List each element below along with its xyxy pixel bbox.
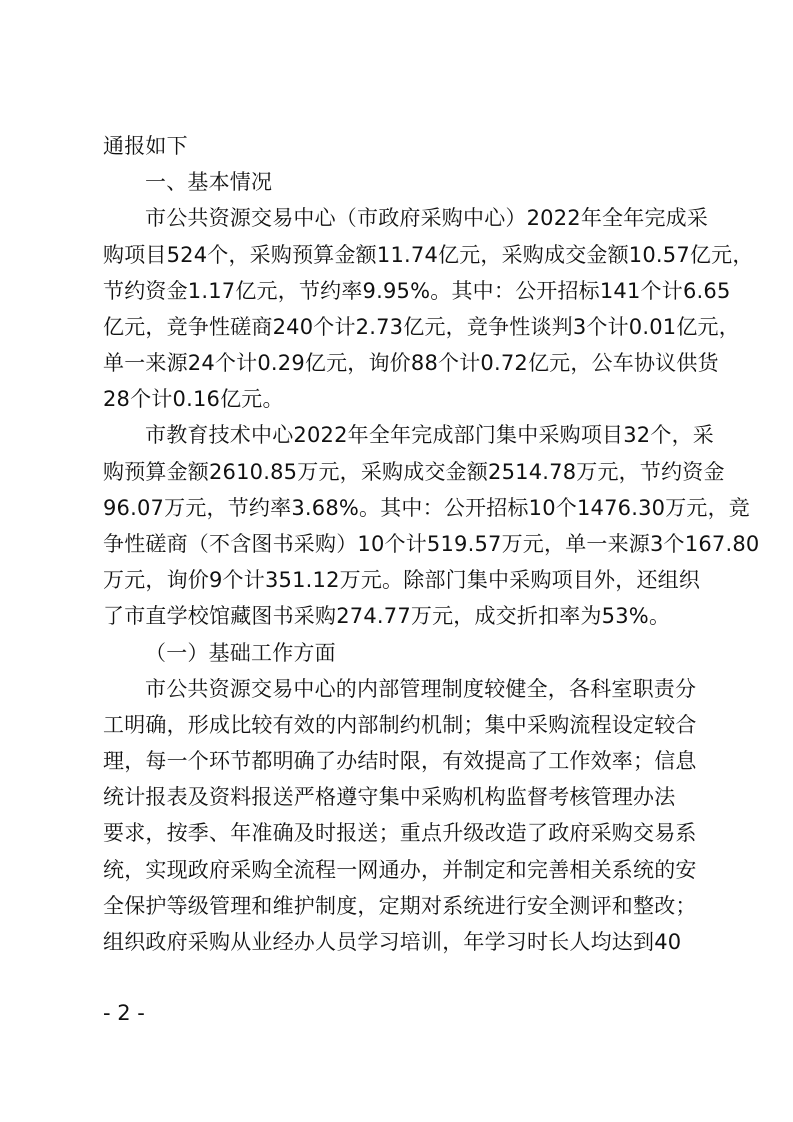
text-line: 统计报表及资料报送严格遵守集中采购机构监督考核管理办法	[103, 785, 676, 809]
text-line: 争性磋商（不含图书采购）10个计519.57万元，单一来源3个167.80	[103, 532, 760, 556]
text-line: 28个计0.16亿元。	[103, 387, 284, 411]
text-line: 通报如下	[103, 134, 188, 158]
text-line: 节约资金1.17亿元，节约率9.95%。其中：公开招标141个计6.65	[103, 279, 731, 303]
text-line: 了市直学校馆藏图书采购274.77万元，成交折扣率为53%。	[103, 604, 671, 628]
text-line: 市公共资源交易中心（市政府采购中心）2022年全年完成采	[145, 206, 709, 230]
text-line: 万元，询价9个计351.12万元。除部门集中采购项目外，还组织	[103, 568, 701, 592]
text-line: 市公共资源交易中心的内部管理制度较健全，各科室职责分	[145, 677, 697, 701]
page-number: - 2 -	[103, 1001, 145, 1025]
text-line: 市教育技术中心2022年全年完成部门集中采购项目32个，采	[145, 423, 714, 447]
text-line: 购项目524个，采购预算金额11.74亿元，采购成交金额10.57亿元，	[103, 243, 754, 267]
text-line: 单一来源24个计0.29亿元，询价88个计0.72亿元，公车协议供货	[103, 351, 719, 375]
section-heading: 一、基本情况	[145, 170, 273, 194]
text-line: 统，实现政府采购全流程一网通办，并制定和完善相关系统的安	[103, 858, 697, 882]
text-line: 亿元，竞争性磋商240个计2.73亿元，竞争性谈判3个计0.01亿元，	[103, 315, 740, 339]
text-line: 要求，按季、年准确及时报送；重点升级改造了政府采购交易系	[103, 821, 697, 845]
text-line: 工明确，形成比较有效的内部制约机制；集中采购流程设定较合	[103, 713, 697, 737]
text-line: 组织政府采购从业经办人员学习培训，年学习时长人均达到40	[103, 930, 682, 954]
text-line: 购预算金额2610.85万元，采购成交金额2514.78万元，节约资金	[103, 460, 725, 484]
text-line: 理，每一个环节都明确了办结时限，有效提高了工作效率；信息	[103, 749, 697, 773]
text-line: 全保护等级管理和维护制度，定期对系统进行安全测评和整改；	[103, 894, 697, 918]
text-line: 96.07万元，节约率3.68%。其中：公开招标10个1476.30万元，竞	[103, 496, 750, 520]
subsection-heading: （一）基础工作方面	[145, 641, 336, 665]
